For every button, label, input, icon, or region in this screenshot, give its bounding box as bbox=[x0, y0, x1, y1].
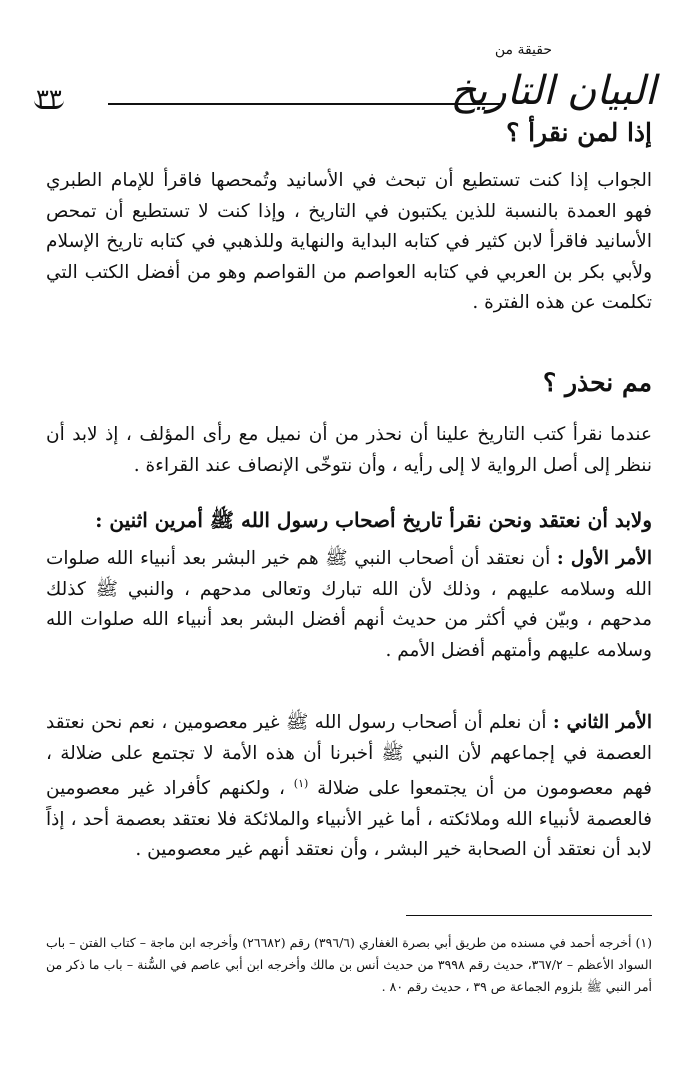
paragraph-second-matter bbox=[46, 708, 652, 866]
first-matter-text: أن نعتقد أن أصحاب النبي ﷺ هم خير البشر بعد أنبياء الله صلوات الله وسلامه عليهم ، وذلك لأن الله تبارك وتعالى مدحهم ، والنبي ﷺ كذلك مدحهم ، وبيّن في أكثر من حديث أنهم أفضل البشر بعد أنبياء الله صلوات الله وسلامه عليهم وأمتهم أفضل الأمم . bbox=[46, 548, 652, 661]
heading-who-to-read: إذا لمن نقرأ ؟ bbox=[506, 118, 652, 147]
paragraph-answer: الجواب إذا كنت تستطيع أن تبحث في الأسانيد وتُمحصها فاقرأ للإمام الطبري فهو العمدة بالنسبة للذين يكتبون في التاريخ ، وإذا كنت لا تستطيع أن تمحص الأسانيد فاقرأ لابن كثير في كتابه البداية والنهاية وللذهبي في كتابه تاريخ الإسلام ولأبي بكر بن العربي في كتابه العواصم من القواصم وهو من أفضل الكتب التي تكلمت عن هذه الفترة . bbox=[46, 170, 652, 313]
footnote: (١) أخرجه أحمد في مسنده من طريق أبي بصرة الغفاري (٣٩٦/٦) رقم (٢٦٦٨٢) وأخرجه ابن ماجة – كتاب الفتن – باب السواد الأعظم – ٣٦٧/٢، حديث رقم ٣٩٩٨ من حديث أنس بن مالك وأخرجه ابن أبي عاصم في السُّنة – باب ما ذكر من أمر النبي ﷺ بلزوم الجماعة ص ٣٩ ، حديث رقم ٨٠ . bbox=[46, 935, 653, 994]
book-title-super: حقيقة من bbox=[494, 42, 552, 58]
second-matter-lead: الأمر الثاني : bbox=[552, 712, 652, 733]
paragraph-first-matter bbox=[46, 544, 652, 666]
second-matter-text-b: ، ولكنهم كأفراد غير معصومين فالعصمة لأنبياء الله وملائكته ، أما غير الأنبياء والملائكة فلا نعتقد بعصمة أحد ، إذاً لابد أن نعتقد أن الصحابة خير البشر ، وأن نعتقد أنهم غير معصومين . bbox=[46, 778, 652, 861]
page-number: ٣٣ bbox=[36, 84, 62, 112]
footnote-reference[interactable]: (١) bbox=[293, 777, 309, 790]
first-matter-lead: الأمر الأول : bbox=[556, 548, 652, 569]
heading-what-to-beware: مم نحذر ؟ bbox=[543, 368, 652, 397]
second-matter-text-a: أن نعلم أن أصحاب رسول الله ﷺ غير معصومين ، نعم نحن نعتقد العصمة في إجماعهم لأن النبي ﷺ أخبرنا أن هذه الأمة لا تجتمع على ضلالة ، فهم معصومون من أن يجتمعوا على ضلالة bbox=[46, 712, 652, 800]
header-rule bbox=[108, 103, 500, 105]
heading-two-matters: ولابد أن نعتقد ونحن نقرأ تاريخ أصحاب رسول الله ﷺ أمرين اثنين : bbox=[95, 508, 652, 532]
paragraph-caution: عندما نقرأ كتب التاريخ علينا أن نحذر من أن نميل مع رأى المؤلف ، إذ لابد أن ننظر إلى أصل الرواية لا إلى رأيه ، وأن نتوخّى الإنصاف عند القراءة . bbox=[46, 424, 652, 476]
book-title-logo: البيان التاريخ bbox=[450, 68, 656, 114]
page-header bbox=[36, 42, 656, 122]
footnote-divider bbox=[406, 915, 652, 916]
